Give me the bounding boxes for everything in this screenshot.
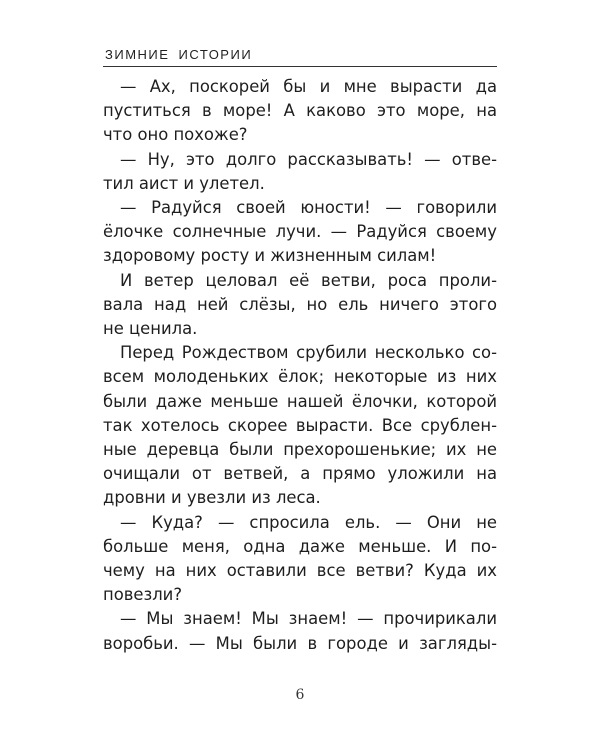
text-line: — Мы знаем! Мы знаем! — прочирикали <box>120 609 497 629</box>
running-head-title: ЗИМНИЕ ИСТОРИИ <box>105 47 253 62</box>
text-line: ные деревца были прехорошенькие; их не <box>103 440 497 460</box>
paragraph <box>103 341 497 510</box>
text-line: дровни и увезли из леса. <box>103 488 321 508</box>
text-line: воробьи. — Мы были в городе и загляды- <box>103 633 497 653</box>
text-line: И ветер целовал её ветви, роса проли- <box>120 270 497 290</box>
paragraph <box>103 269 497 342</box>
page-number: 6 <box>295 687 305 703</box>
text-line: что оно похоже? <box>103 125 248 145</box>
text-line: повезли? <box>103 585 183 605</box>
text-line: больше меня, одна даже меньше. И по- <box>103 536 497 556</box>
text-line: пуститься в море! А каково это море, на <box>103 101 497 121</box>
paragraph <box>103 511 497 608</box>
text-line: ёлочке солнечные лучи. — Радуйся своему <box>103 222 497 242</box>
paragraph <box>103 148 497 196</box>
text-line: очищали от ветвей, а прямо уложили на <box>103 464 497 484</box>
paragraph <box>103 75 497 148</box>
paragraph <box>103 196 497 269</box>
page-body <box>103 75 497 656</box>
text-line: были даже меньше нашей ёлочки, которой <box>103 391 497 411</box>
text-line: — Куда? — спросила ель. — Они не <box>120 512 497 532</box>
text-line: чему на них оставили все ветви? Куда их <box>103 561 497 581</box>
text-line: — Ах, поскорей бы и мне вырасти да <box>120 77 497 96</box>
paragraph <box>103 607 497 655</box>
text-line: вала над ней слёзы, но ель ничего этого <box>103 294 497 314</box>
text-line: не ценила. <box>103 319 198 339</box>
text-line: так хотелось скорее вырасти. Все срублен- <box>103 415 497 435</box>
text-line: всем молоденьких ёлок; некоторые из них <box>103 367 497 387</box>
text-line: Перед Рождеством срубили несколько со- <box>120 343 497 363</box>
header-rule <box>103 66 497 67</box>
text-line: — Ну, это долго рассказывать! — отве- <box>120 149 497 169</box>
text-line: здоровому росту и жизненным силам! <box>103 246 437 266</box>
text-line: тил аист и улетел. <box>103 173 265 193</box>
text-line: — Радуйся своей юности! — говорили <box>120 198 497 218</box>
